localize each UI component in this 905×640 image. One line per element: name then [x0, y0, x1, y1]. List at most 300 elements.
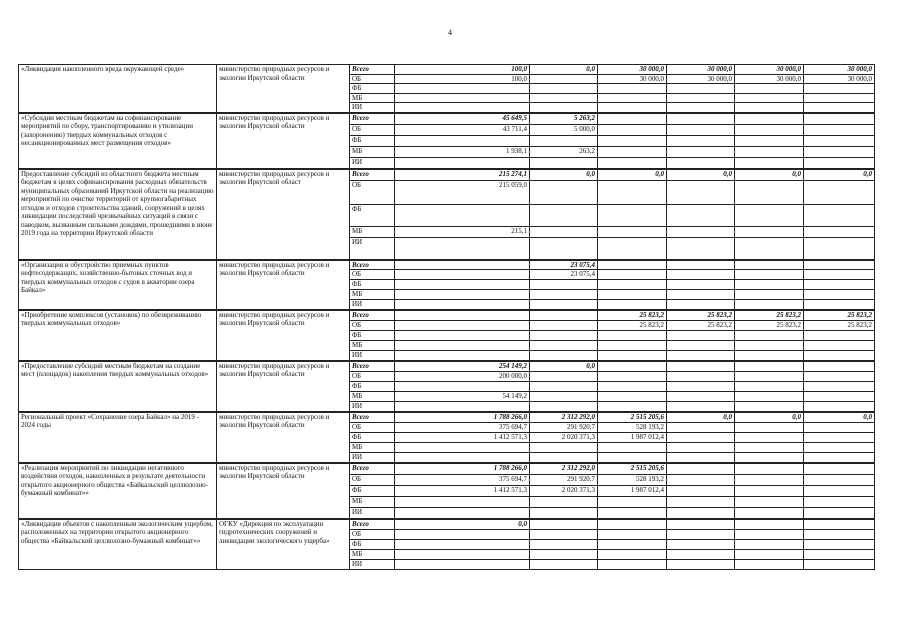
amount-cell [395, 350, 530, 360]
funding-source-cell: Всего [350, 412, 395, 422]
amount-cell [667, 519, 735, 529]
funding-source-cell: ФБ [350, 539, 395, 549]
amount-cell [530, 371, 598, 381]
amount-cell [598, 226, 667, 237]
amount-cell [804, 529, 875, 539]
amount-cell: 25 823,2 [804, 310, 875, 320]
amount-cell [598, 146, 667, 157]
amount-cell [598, 289, 667, 299]
amount-cell [667, 559, 735, 569]
amount-cell [667, 474, 735, 485]
funding-source-cell: МБ [350, 226, 395, 237]
funding-source-cell: ИИ [350, 401, 395, 411]
amount-cell [395, 330, 530, 340]
page-number: 4 [448, 28, 452, 37]
amount-cell [667, 157, 735, 168]
amount-cell [804, 452, 875, 462]
funding-source-cell: ФБ [350, 84, 395, 94]
executor-cell: министерство природных ресурсов и экологии Иркутской области [217, 463, 350, 518]
amount-cell: 30 000,0 [667, 65, 735, 75]
funding-source-cell: ОБ [350, 270, 395, 280]
funding-source-cell: ФБ [350, 330, 395, 340]
amount-cell: 528 193,2 [598, 422, 667, 432]
amount-cell [735, 529, 804, 539]
amount-cell [735, 463, 804, 474]
amount-cell [667, 340, 735, 350]
funding-source-cell: ОБ [350, 320, 395, 330]
amount-cell [735, 452, 804, 462]
table-row [19, 260, 875, 270]
amount-cell [804, 422, 875, 432]
amount-cell [735, 330, 804, 340]
executor-cell: министерство природных ресурсов и экологии Иркутской области [217, 113, 350, 168]
amount-cell [598, 299, 667, 309]
amount-cell [598, 549, 667, 559]
amount-cell [530, 559, 598, 569]
amount-cell [735, 270, 804, 280]
amount-cell [395, 103, 530, 113]
amount-cell: 23 075,4 [530, 260, 598, 270]
funding-source-cell: Всего [350, 169, 395, 180]
funding-source-cell: ИИ [350, 103, 395, 113]
amount-cell [735, 279, 804, 289]
amount-cell [395, 310, 530, 320]
amount-cell: 2 020 371,3 [530, 432, 598, 442]
amount-cell [598, 135, 667, 146]
amount-cell: 30 000,0 [598, 74, 667, 84]
amount-cell [667, 270, 735, 280]
amount-cell [735, 226, 804, 237]
funding-source-cell: ФБ [350, 381, 395, 391]
amount-cell [735, 361, 804, 371]
amount-cell [735, 237, 804, 259]
amount-cell [530, 226, 598, 237]
amount-cell [735, 371, 804, 381]
amount-cell [804, 519, 875, 529]
amount-cell: 254 149,2 [395, 361, 530, 371]
table-row [19, 310, 875, 320]
amount-cell [395, 270, 530, 280]
amount-cell [395, 260, 530, 270]
amount-cell [804, 507, 875, 518]
funding-source-cell: Всего [350, 463, 395, 474]
amount-cell: 23 075,4 [530, 270, 598, 280]
amount-cell: 30 000,0 [804, 65, 875, 75]
amount-cell [804, 401, 875, 411]
amount-cell [530, 381, 598, 391]
amount-cell: 0,0 [735, 412, 804, 422]
amount-cell: 528 193,2 [598, 474, 667, 485]
amount-cell [598, 93, 667, 103]
amount-cell [804, 485, 875, 496]
funding-source-cell: ФБ [350, 135, 395, 146]
amount-cell [598, 157, 667, 168]
amount-cell [395, 84, 530, 94]
amount-cell [804, 299, 875, 309]
table-row [19, 113, 875, 124]
amount-cell [667, 371, 735, 381]
amount-cell: 25 823,2 [667, 310, 735, 320]
amount-cell [395, 549, 530, 559]
amount-cell [667, 299, 735, 309]
funding-source-cell: ИИ [350, 299, 395, 309]
amount-cell [804, 93, 875, 103]
amount-cell [735, 340, 804, 350]
amount-cell: 30 000,0 [598, 65, 667, 75]
amount-cell [395, 299, 530, 309]
executor-cell: министерство природных ресурсов и экологии Иркутской области [217, 260, 350, 309]
amount-cell [667, 226, 735, 237]
amount-cell: 100,0 [395, 65, 530, 75]
amount-cell [530, 74, 598, 84]
amount-cell [804, 463, 875, 474]
funding-source-cell: ОБ [350, 422, 395, 432]
funding-source-cell: Всего [350, 361, 395, 371]
amount-cell [530, 310, 598, 320]
amount-cell: 25 823,2 [667, 320, 735, 330]
amount-cell [667, 463, 735, 474]
amount-cell [735, 93, 804, 103]
funding-source-cell: МБ [350, 496, 395, 507]
event-name-cell: «Организация и обустройство приемных пунктов нефтесодержащих, хозяйственно-бытовых сточных вод и твердых коммунальных отходов с судов в акватории озера Байкал» [19, 260, 217, 309]
amount-cell: 100,0 [395, 74, 530, 84]
event-name-cell: «Реализация мероприятий по ликвидации негативного воздействия отходов, накопленных в результате деятельности открытого акционерного общества «Байкальский целлюлозно-бумажный комбинат»» [19, 463, 217, 518]
amount-cell [804, 204, 875, 226]
executor-cell: министерство природных ресурсов и экологии Иркутской области [217, 361, 350, 411]
amount-cell [667, 529, 735, 539]
funding-source-cell: МБ [350, 289, 395, 299]
amount-cell: 215,1 [395, 226, 530, 237]
amount-cell [804, 559, 875, 569]
amount-cell [530, 350, 598, 360]
amount-cell [667, 204, 735, 226]
amount-cell [598, 496, 667, 507]
amount-cell [395, 539, 530, 549]
amount-cell [530, 180, 598, 204]
amount-cell [598, 279, 667, 289]
amount-cell [530, 549, 598, 559]
amount-cell [395, 320, 530, 330]
amount-cell [735, 124, 804, 135]
amount-cell: 25 823,2 [804, 320, 875, 330]
funding-source-cell: ИИ [350, 237, 395, 259]
amount-cell [530, 93, 598, 103]
event-name-cell: Региональный проект «Сохранение озера Байкал» на 2019 - 2024 годы [19, 412, 217, 462]
amount-cell [530, 84, 598, 94]
amount-cell [395, 452, 530, 462]
amount-cell: 215 274,1 [395, 169, 530, 180]
amount-cell [598, 113, 667, 124]
amount-cell [667, 422, 735, 432]
funding-source-cell: ИИ [350, 559, 395, 569]
executor-cell: министерство природных ресурсов и экологии Иркутской области [217, 412, 350, 462]
amount-cell [804, 381, 875, 391]
amount-cell [804, 442, 875, 452]
amount-cell [598, 103, 667, 113]
amount-cell: 0,0 [804, 412, 875, 422]
amount-cell: 1 788 266,0 [395, 463, 530, 474]
funding-source-cell: МБ [350, 340, 395, 350]
funding-source-cell: ОБ [350, 180, 395, 204]
funding-source-cell: Всего [350, 65, 395, 75]
amount-cell: 25 823,2 [598, 310, 667, 320]
amount-cell: 2 312 292,0 [530, 412, 598, 422]
amount-cell [735, 507, 804, 518]
amount-cell [395, 157, 530, 168]
amount-cell [530, 340, 598, 350]
amount-cell [735, 350, 804, 360]
funding-source-cell: ФБ [350, 432, 395, 442]
amount-cell [735, 113, 804, 124]
amount-cell [667, 549, 735, 559]
amount-cell [667, 180, 735, 204]
event-name-cell: «Приобретение комплексов (установок) по обезвреживанию твердых коммунальных отходов» [19, 310, 217, 360]
amount-cell: 0,0 [530, 361, 598, 371]
amount-cell [804, 330, 875, 340]
amount-cell [530, 320, 598, 330]
amount-cell [667, 330, 735, 340]
amount-cell [395, 93, 530, 103]
amount-cell [395, 401, 530, 411]
amount-cell [735, 442, 804, 452]
amount-cell: 1 987 012,4 [598, 485, 667, 496]
amount-cell [530, 289, 598, 299]
amount-cell [735, 299, 804, 309]
amount-cell: 0,0 [530, 65, 598, 75]
executor-cell: ОГКУ «Дирекция по эксплуатации гидротехнических сооружений и ликвидации экологического ущерба» [217, 519, 350, 569]
amount-cell [530, 539, 598, 549]
amount-cell [667, 260, 735, 270]
amount-cell [395, 442, 530, 452]
amount-cell [598, 270, 667, 280]
amount-cell [530, 299, 598, 309]
amount-cell [804, 549, 875, 559]
amount-cell: 45 649,5 [395, 113, 530, 124]
funding-source-cell: ИИ [350, 157, 395, 168]
executor-cell: министерство природных ресурсов и экологии Иркутской области [217, 310, 350, 360]
funding-source-cell: Всего [350, 519, 395, 529]
amount-cell: 30 000,0 [735, 65, 804, 75]
amount-cell: 0,0 [598, 169, 667, 180]
amount-cell: 5 263,2 [530, 113, 598, 124]
amount-cell [667, 237, 735, 259]
amount-cell: 0,0 [395, 519, 530, 529]
amount-cell: 54 149,2 [395, 391, 530, 401]
funding-source-cell: ИИ [350, 452, 395, 462]
funding-source-cell: ОБ [350, 529, 395, 539]
amount-cell: 291 920,7 [530, 422, 598, 432]
amount-cell [804, 270, 875, 280]
amount-cell [667, 350, 735, 360]
funding-source-cell: ИИ [350, 350, 395, 360]
amount-cell [667, 391, 735, 401]
funding-source-cell: ОБ [350, 474, 395, 485]
amount-cell [804, 135, 875, 146]
amount-cell [804, 260, 875, 270]
funding-source-cell: ФБ [350, 204, 395, 226]
amount-cell [735, 204, 804, 226]
amount-cell [667, 507, 735, 518]
amount-cell [598, 260, 667, 270]
amount-cell [804, 340, 875, 350]
amount-cell: 25 823,2 [735, 310, 804, 320]
amount-cell [530, 330, 598, 340]
amount-cell [530, 401, 598, 411]
amount-cell [598, 539, 667, 549]
amount-cell [667, 289, 735, 299]
amount-cell [667, 485, 735, 496]
amount-cell [735, 559, 804, 569]
amount-cell [598, 237, 667, 259]
amount-cell [598, 452, 667, 462]
amount-cell: 0,0 [735, 169, 804, 180]
amount-cell: 0,0 [804, 169, 875, 180]
amount-cell [667, 381, 735, 391]
amount-cell [804, 391, 875, 401]
amount-cell [667, 93, 735, 103]
amount-cell [804, 289, 875, 299]
amount-cell: 200 000,0 [395, 371, 530, 381]
amount-cell [735, 157, 804, 168]
amount-cell [395, 507, 530, 518]
funding-source-cell: МБ [350, 93, 395, 103]
amount-cell [530, 452, 598, 462]
amount-cell [667, 496, 735, 507]
amount-cell [530, 204, 598, 226]
amount-cell [735, 401, 804, 411]
amount-cell [804, 539, 875, 549]
amount-cell: 263,2 [530, 146, 598, 157]
amount-cell [598, 391, 667, 401]
amount-cell [667, 539, 735, 549]
amount-cell [598, 519, 667, 529]
amount-cell [735, 391, 804, 401]
amount-cell [598, 507, 667, 518]
amount-cell [735, 519, 804, 529]
amount-cell [530, 507, 598, 518]
amount-cell [395, 340, 530, 350]
amount-cell [667, 135, 735, 146]
amount-cell [598, 330, 667, 340]
executor-cell: министерство природных ресурсов и экологии Иркутской области [217, 65, 350, 113]
amount-cell: 25 823,2 [735, 320, 804, 330]
amount-cell [735, 485, 804, 496]
table-row [19, 463, 875, 474]
funding-source-cell: ИИ [350, 507, 395, 518]
amount-cell: 1 412 571,3 [395, 432, 530, 442]
amount-cell [667, 401, 735, 411]
amount-cell [667, 432, 735, 442]
amount-cell [530, 496, 598, 507]
amount-cell [804, 103, 875, 113]
amount-cell [804, 432, 875, 442]
amount-cell [598, 124, 667, 135]
amount-cell [735, 289, 804, 299]
event-name-cell: «Предоставление субсидий местным бюджетам на создание мест (площадок) накопления твердых коммунальных отходов» [19, 361, 217, 411]
amount-cell: 291 920,7 [530, 474, 598, 485]
funding-source-cell: МБ [350, 549, 395, 559]
amount-cell: 30 000,0 [735, 74, 804, 84]
amount-cell [598, 204, 667, 226]
table-row [19, 361, 875, 371]
event-name-cell: Предоставление субсидий из областного бюджета местным бюджетам в целях софинансирования расходных обязательств муниципальных образований Иркутской области на реализацию мероприятий по очистке территорий от крупногабаритных отходов и отходов строительства зданий, сооружений в целях ликвидации последствий чрезвычайных ситуаций в связи с паводком, вызванным сильными дождями, прошедшими в июне 2019 года на территории Иркутской области [19, 169, 217, 259]
amount-cell [530, 279, 598, 289]
amount-cell [395, 279, 530, 289]
table-row [19, 169, 875, 180]
amount-cell [598, 442, 667, 452]
amount-cell: 375 694,7 [395, 474, 530, 485]
amount-cell [667, 103, 735, 113]
amount-cell [667, 452, 735, 462]
budget-table [18, 64, 875, 570]
amount-cell [735, 180, 804, 204]
amount-cell [530, 135, 598, 146]
funding-source-cell: МБ [350, 442, 395, 452]
amount-cell: 2 312 292,0 [530, 463, 598, 474]
funding-source-cell: Всего [350, 310, 395, 320]
amount-cell [667, 124, 735, 135]
amount-cell: 1 412 571,3 [395, 485, 530, 496]
amount-cell [598, 529, 667, 539]
amount-cell [598, 180, 667, 204]
funding-source-cell: ФБ [350, 485, 395, 496]
amount-cell [395, 289, 530, 299]
amount-cell [804, 157, 875, 168]
funding-source-cell: МБ [350, 146, 395, 157]
amount-cell [735, 84, 804, 94]
amount-cell: 1 938,1 [395, 146, 530, 157]
amount-cell [598, 381, 667, 391]
amount-cell: 5 000,0 [530, 124, 598, 135]
funding-source-cell: ФБ [350, 279, 395, 289]
amount-cell [667, 113, 735, 124]
amount-cell [598, 84, 667, 94]
amount-cell [395, 237, 530, 259]
amount-cell [598, 401, 667, 411]
amount-cell: 43 711,4 [395, 124, 530, 135]
amount-cell: 2 020 371,3 [530, 485, 598, 496]
amount-cell [395, 529, 530, 539]
amount-cell [804, 279, 875, 289]
table-row [19, 519, 875, 529]
amount-cell [530, 237, 598, 259]
table-row [19, 65, 875, 75]
amount-cell: 30 000,0 [804, 74, 875, 84]
amount-cell [667, 361, 735, 371]
amount-cell: 215 059,0 [395, 180, 530, 204]
funding-source-cell: ОБ [350, 371, 395, 381]
amount-cell [395, 559, 530, 569]
event-name-cell: «Субсидии местным бюджетам на софинансирование мероприятий по сбору, транспортированию и утилизации (захоронению) твердых коммунальных отходов с несанкционированных мест размещения отходов» [19, 113, 217, 168]
amount-cell [667, 146, 735, 157]
amount-cell: 2 515 205,6 [598, 412, 667, 422]
amount-cell [804, 350, 875, 360]
event-name-cell: «Ликвидация объектов с накопленным экологическим ущербом, расположенных на территории открытого акционерного общества «Байкальский целлюлозно-бумажный комбинат»» [19, 519, 217, 569]
amount-cell [598, 340, 667, 350]
amount-cell [735, 539, 804, 549]
executor-cell: министерство природных ресурсов и экологии Иркутской област [217, 169, 350, 259]
amount-cell [530, 519, 598, 529]
funding-source-cell: ОБ [350, 124, 395, 135]
amount-cell [395, 496, 530, 507]
amount-cell: 25 823,2 [598, 320, 667, 330]
amount-cell [530, 529, 598, 539]
amount-cell: 30 000,0 [667, 74, 735, 84]
amount-cell [735, 260, 804, 270]
amount-cell: 375 694,7 [395, 422, 530, 432]
amount-cell [395, 135, 530, 146]
amount-cell: 1 788 266,0 [395, 412, 530, 422]
